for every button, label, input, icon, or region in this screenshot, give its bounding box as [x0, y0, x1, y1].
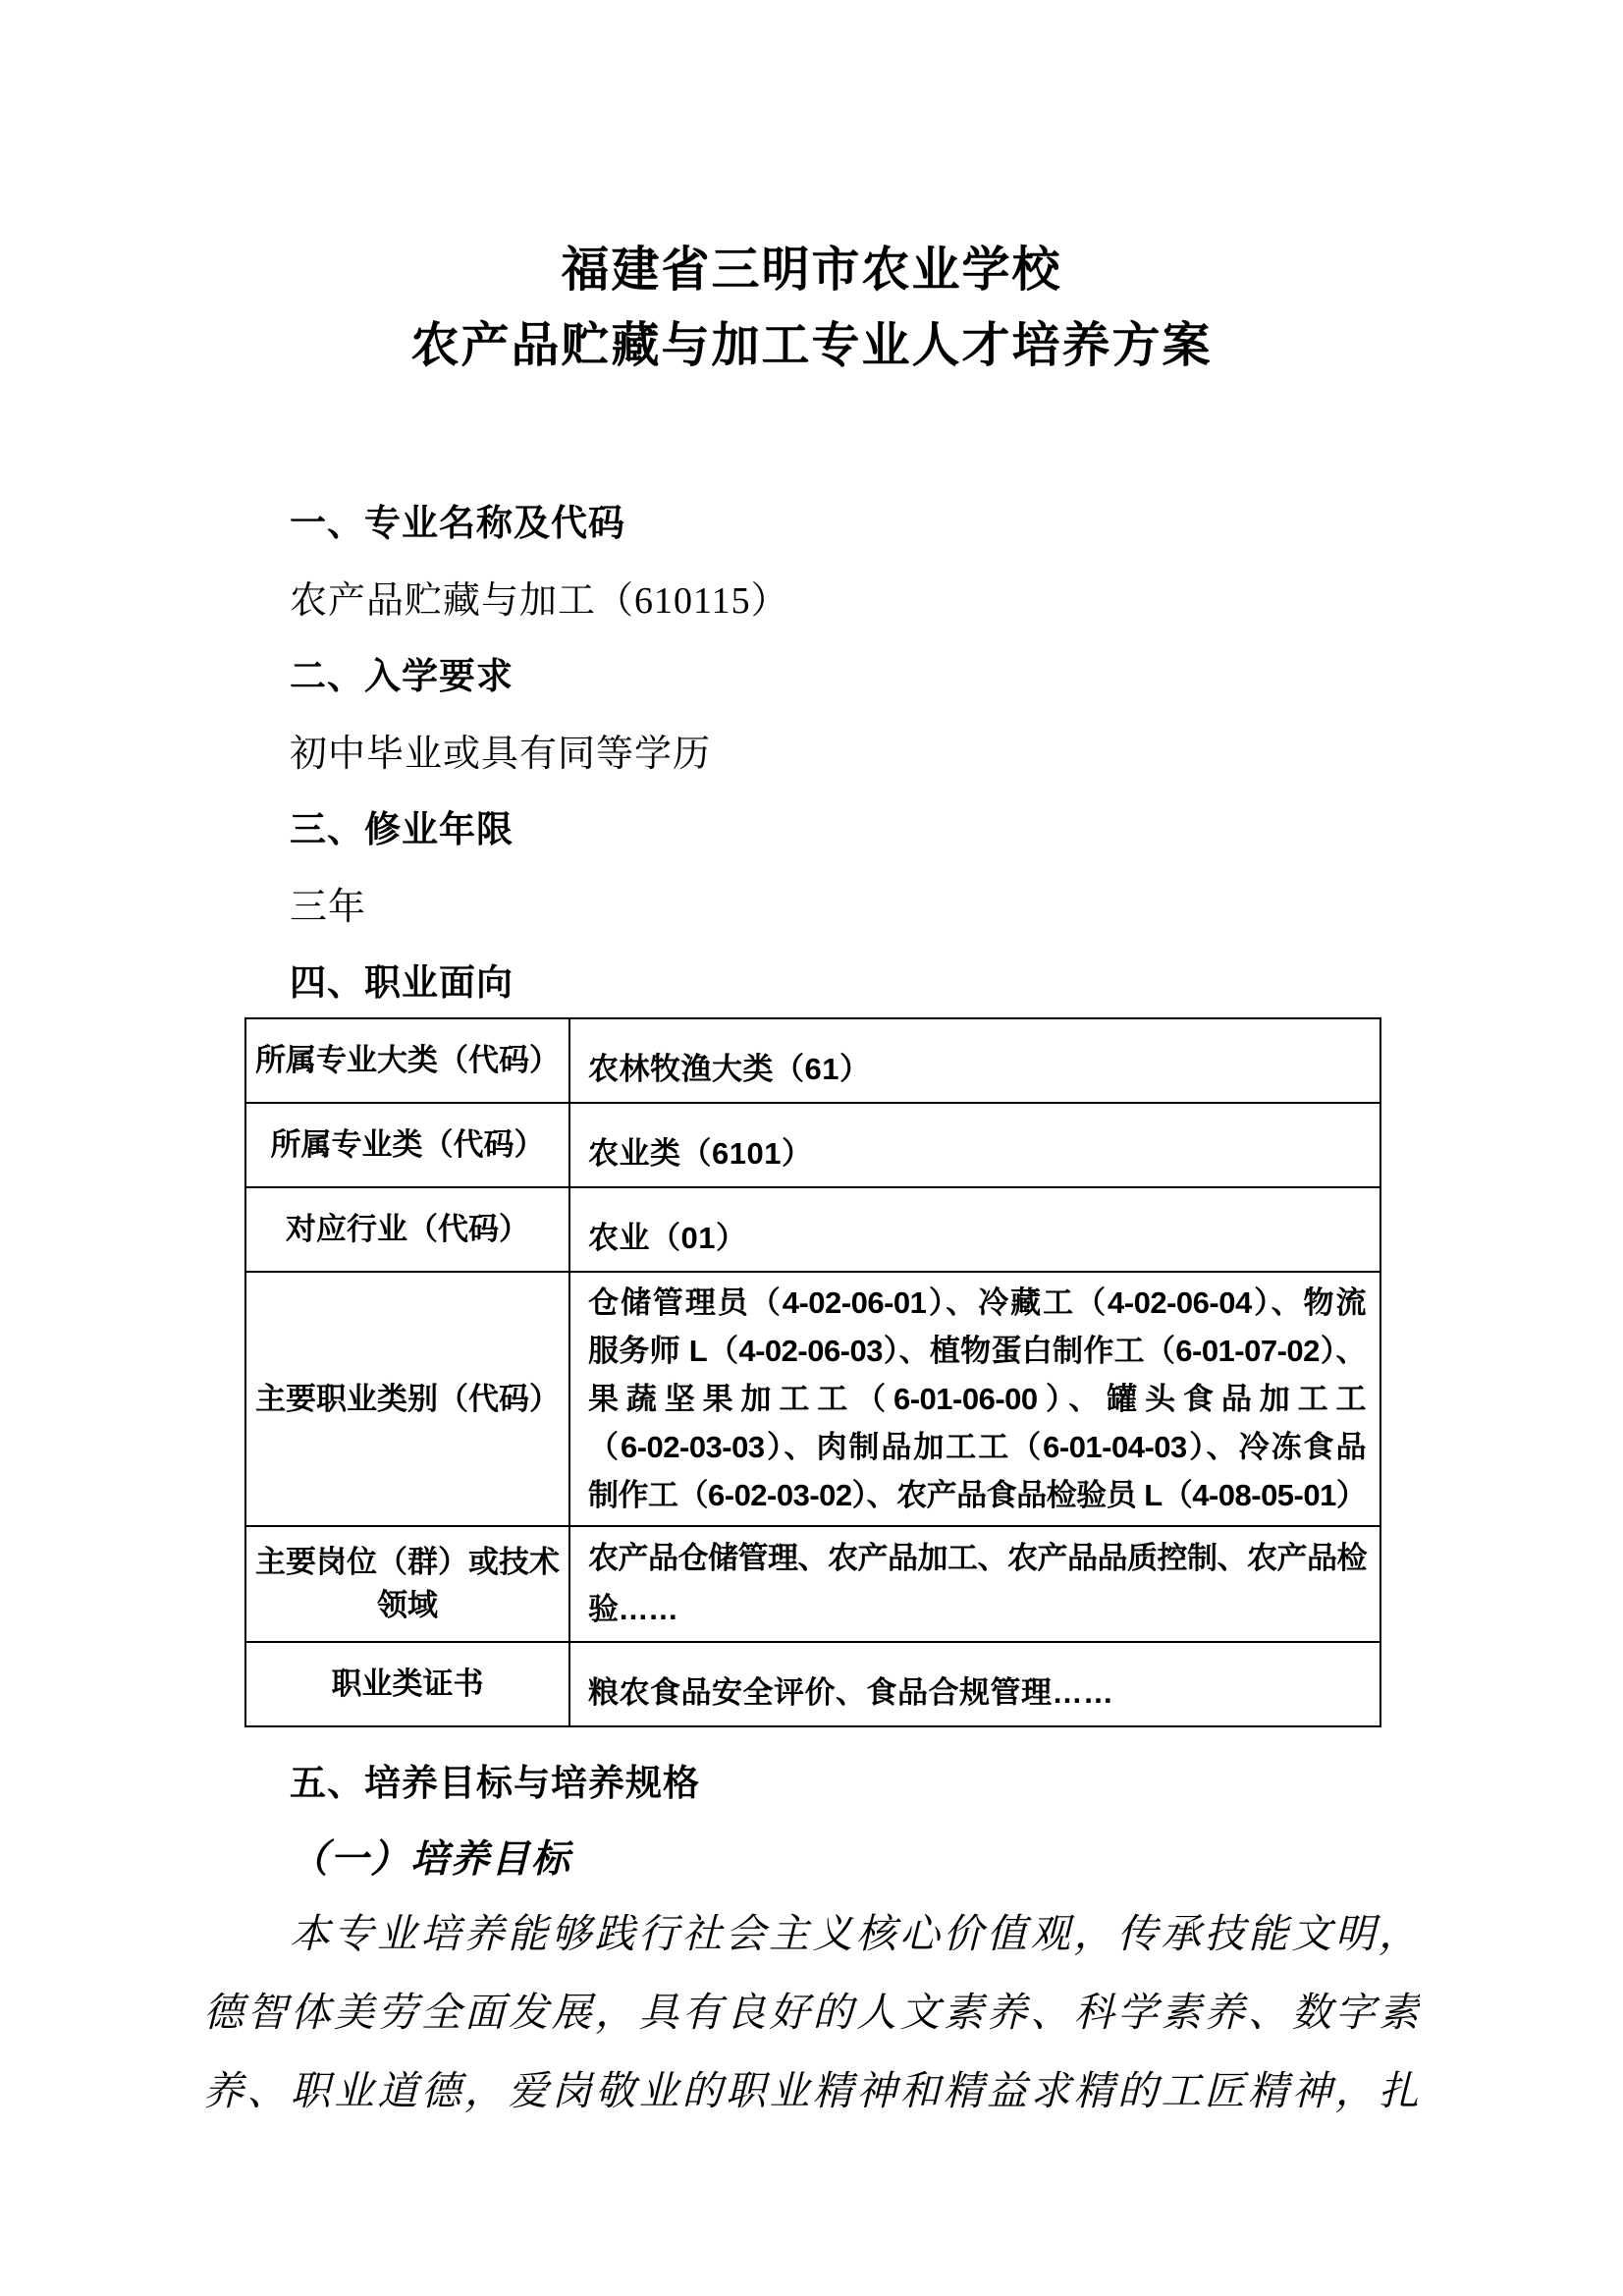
- title-spacer: [203, 383, 1420, 481]
- row-value: 粮农食品安全评价、食品合规管理……: [569, 1642, 1380, 1726]
- section-body-1: 农产品贮藏与加工（610115）: [290, 579, 789, 622]
- row-value-line: 果蔬坚果加工工（6-01-06-00）、罐头食品加工工: [588, 1382, 1366, 1416]
- table-row: [245, 1526, 1380, 1642]
- row-value-line: 验……: [588, 1592, 678, 1626]
- document-title: [0, 0, 1623, 383]
- table-row: [245, 1642, 1380, 1726]
- table-row: [245, 1018, 1380, 1103]
- row-label: 所属专业大类（代码）: [245, 1018, 569, 1103]
- row-label: 职业类证书: [245, 1642, 569, 1726]
- section-body-3: 三年: [290, 886, 367, 928]
- document-title-line-1: 福建省三明市农业学校: [561, 243, 1062, 297]
- section-body-2: 初中毕业或具有同等学历: [290, 733, 712, 775]
- row-value: [569, 1526, 1380, 1642]
- paragraph-line: 德智体美劳全面发展，具有良好的人文素养、科学素养、数字素: [203, 1990, 1420, 2035]
- row-value: 农业（01）: [569, 1187, 1380, 1272]
- row-label-line: 主要岗位（群）或技术: [255, 1545, 560, 1579]
- row-label: 所属专业类（代码）: [245, 1103, 569, 1187]
- section-heading-1: 一、专业名称及代码: [290, 503, 625, 543]
- document-body: [203, 383, 1420, 2130]
- row-value-line: 农产品仓储管理、农产品加工、农产品品质控制、农产品检: [588, 1541, 1367, 1575]
- row-value: 农林牧渔大类（61）: [569, 1018, 1380, 1103]
- row-label: 主要职业类别（代码）: [245, 1272, 569, 1526]
- document-title-line-2: 农产品贮藏与加工专业人才培养方案: [410, 318, 1213, 372]
- table-row: [245, 1272, 1380, 1526]
- paragraph-line: 本专业培养能够践行社会主义核心价值观，传承技能文明，: [290, 1911, 1420, 1956]
- row-value: [569, 1272, 1380, 1526]
- row-label-line: 领域: [377, 1588, 438, 1622]
- row-label: [245, 1526, 569, 1642]
- section-heading-5: 五、培养目标与培养规格: [290, 1763, 700, 1803]
- career-orientation-table: [244, 1017, 1381, 1727]
- row-value-line: 仓储管理员（4-02-06-01）、冷藏工（4-02-06-04）、物流: [588, 1285, 1366, 1320]
- row-value: 农业类（6101）: [569, 1103, 1380, 1187]
- table-row: [245, 1103, 1380, 1187]
- row-label: 对应行业（代码）: [245, 1187, 569, 1272]
- table-row: [245, 1187, 1380, 1272]
- paragraph-line: 养、职业道德，爱岗敬业的职业精神和精益求精的工匠精神，扎: [203, 2068, 1420, 2113]
- training-goal-paragraph: [203, 1894, 1420, 2130]
- section-heading-2: 二、入学要求: [290, 656, 514, 696]
- section-heading-3: 三、修业年限: [290, 809, 514, 849]
- row-value-line: 服务师 L（4-02-06-03）、植物蛋白制作工（6-01-07-02）、: [588, 1334, 1366, 1368]
- row-value-line: （6-02-03-03）、肉制品加工工（6-01-04-03）、冷冻食品: [588, 1430, 1366, 1464]
- row-value-line: 制作工（6-02-03-02）、农产品食品检验员 L（4-08-05-01）: [588, 1478, 1367, 1512]
- section-heading-4: 四、职业面向: [290, 962, 514, 1003]
- subsection-heading: （一）培养目标: [290, 1838, 572, 1881]
